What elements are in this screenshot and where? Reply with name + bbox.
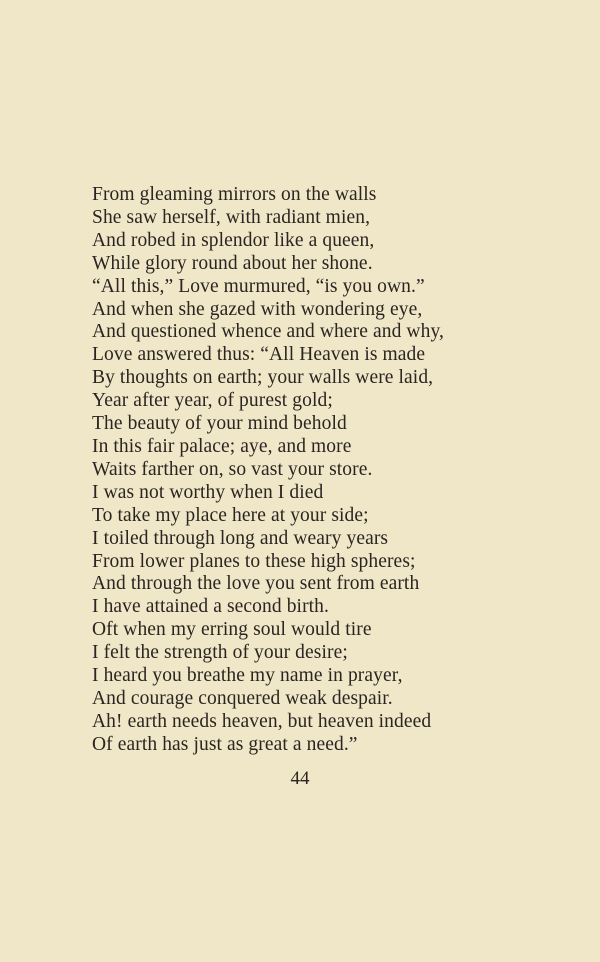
poem-line: “All this,” Love murmured, “is you own.” <box>92 275 425 297</box>
poem-line: I was not worthy when I died <box>92 481 324 503</box>
poem-line: Ah! earth needs heaven, but heaven indeed <box>92 710 432 732</box>
poem-line: Of earth has just as great a need.” <box>92 733 358 755</box>
poem-line: She saw herself, with radiant mien, <box>92 206 371 228</box>
page-number: 44 <box>290 768 310 789</box>
poem-line: While glory round about her shone. <box>92 252 373 274</box>
poem-line: In this fair palace; aye, and more <box>92 435 352 457</box>
poem-line: Waits farther on, so vast your store. <box>92 458 373 480</box>
poem-line: I heard you breathe my name in prayer, <box>92 665 403 687</box>
poem-line: Year after year, of purest gold; <box>92 390 333 412</box>
poem-line: And through the love you sent from earth <box>92 573 420 595</box>
poem-text <box>92 184 582 757</box>
poem-line: And questioned whence and where and why, <box>92 321 445 343</box>
poem-line: The beauty of your mind behold <box>92 413 347 435</box>
poem-line: And robed in splendor like a queen, <box>92 229 375 251</box>
poem-line: I have attained a second birth. <box>92 596 330 618</box>
poem-line: From gleaming mirrors on the walls <box>92 184 377 205</box>
poem-line: I felt the strength of your desire; <box>92 642 348 664</box>
poem-line: Oft when my erring soul would tire <box>92 619 372 641</box>
poem-line: From lower planes to these high spheres; <box>92 550 416 572</box>
poem-line: Love answered thus: “All Heaven is made <box>92 344 426 366</box>
poem-line: I toiled through long and weary years <box>92 527 389 549</box>
poem-line: To take my place here at your side; <box>92 504 369 526</box>
poem-line: And courage conquered weak despair. <box>92 687 393 709</box>
poem-line: By thoughts on earth; your walls were laid, <box>92 367 434 389</box>
poem-line: And when she gazed with wondering eye, <box>92 298 423 320</box>
